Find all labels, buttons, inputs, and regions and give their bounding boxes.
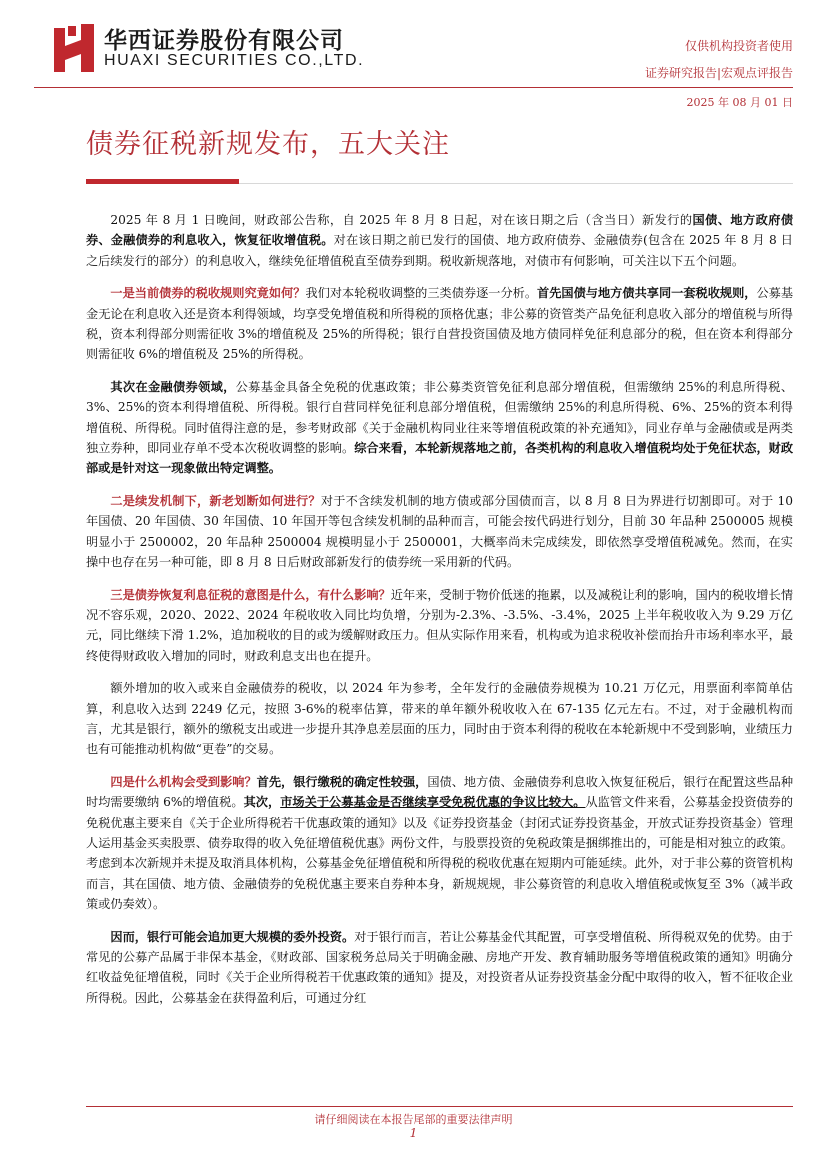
footer-divider <box>86 1106 793 1107</box>
report-date: 2025 年 08 月 01 日 <box>686 96 793 109</box>
emphasis-text: 市场关于公募基金是否继续享受免税优惠的争议比较大。 <box>280 795 586 810</box>
huaxi-logo-icon <box>54 24 94 72</box>
body-text: 对于不含续发机制的地方债或部分国债而言，以 8 月 8 日为界进行切割即可。对于 10 年国债、20 年国债、30 年国债、10 年国开等包含续发机制的品种而言，可能会按代码进行划分，目前 30 年品种 2500005 规模明显小于 2500002，20 年品种 2500004 规模明显小于 2500001，大概率尚未完成续发，即依然享受增值税减免。然而，在实操中也存在另一种可能，即 8 月 8 日后财政部新发行的债券统一采用新的代码。 <box>86 493 794 570</box>
emphasis-text: 综合来看，本轮新规落地之前，各类机构的利息收入增值税均处于免征状态，财政部或是针对这一现象做出特定调整。 <box>86 441 794 476</box>
investor-notice: 仅供机构投资者使用 <box>684 39 793 53</box>
legal-notice: 请仔细阅读在本报告尾部的重要法律声明 <box>314 1113 513 1126</box>
paragraph <box>86 377 793 479</box>
paragraph <box>86 210 793 271</box>
body-text: 公募基金无论在利息收入还是资本利得领域，均享受免增值税和所得税的顶格优惠；非公募的资管类产品免征利息收入部分的增值税与所得税，资本利得部分则需征收 3%的增值税及 25%的所得税；银行自营投资国债及地方债同样免征利息部分的税，但在资本利得部分则需征收 6%的增值税及 25%的所得税。 <box>86 286 794 362</box>
body-text: 国债、地方债、金融债券利息收入恢复征税后，银行在配置这些品种时均需要缴纳 6%的增值税。 <box>86 774 794 810</box>
page-title: 债券征税新规发布，五大关注 <box>86 129 450 160</box>
emphasis-text: 因而，银行可能会追加更大规模的委外投资。 <box>110 929 355 944</box>
paragraph <box>86 585 793 667</box>
section-heading: 二是续发机制下，新老划断如何进行？ <box>110 493 321 508</box>
section-heading: 一是当前债券的税收规则究竟如何？ <box>110 286 306 301</box>
body-text: 对在该日期之前已发行的国债、地方政府债券、金融债券(包含在 2025 年 8 月 8 日之后续发行的部分）的利息收入，继续免征增值税直至债券到期。税收新规落地，对债市有何影响，可关注以下五个问题。 <box>86 233 793 268</box>
paragraph <box>86 772 793 915</box>
title-underline <box>239 183 793 184</box>
body-text: 近年来，受制于物价低迷的拖累，以及减税让利的影响，国内的税收增长情况不容乐观，2020、2022、2024 年税收收入同比均负增，分别为-2.3%、-3.5%、-3.4%，2025 上半年税收收入为 9.29 万亿元，同比继续下滑 1.2%，追加税收的目的或为缓解财政压力。但从实际作用来看，机构或为追求税收补偿而抬升市场利率水平，最终使得财政收入增加的同时，财政利息支出也在提升。 <box>86 587 794 663</box>
emphasis-text: 其次， <box>243 795 281 810</box>
paragraph <box>86 491 793 573</box>
section-heading: 四是什么机构会受到影响？ <box>110 774 257 789</box>
emphasis-text: 其次在金融债券领域， <box>110 379 236 394</box>
header-divider <box>34 87 793 88</box>
emphasis-text: 首先国债与地方债共享同一套税收规则， <box>537 286 757 301</box>
report-type: 证券研究报告|宏观点评报告 <box>644 66 793 80</box>
title-accent-bar <box>86 179 239 184</box>
company-name-cn: 华西证券股份有限公司 <box>104 28 344 54</box>
emphasis-text: 国债、地方政府债券、金融债券的利息收入，恢复征收增值税。 <box>86 213 794 248</box>
paragraph <box>86 927 793 1009</box>
body-text: 我们对本轮税收调整的三类债券逐一分析。 <box>305 286 538 301</box>
body-text: 从监管文件来看，公募基金投资债券的免税优惠主要来自《关于企业所得税若干优惠政策的通知》以及《证券投资基金（封闭式证券投资基金，开放式证券投资基金）管理人运用基金买卖股票、债券取得的收入免征增值税优惠》两份文件，与股票投资的免税政策是捆绑推出的，可能是相对独立的政策。考虑到本次新规并未提及取消具体机构，公募基金免征增值税和所得税的税收优惠在短期内可能延续。此外，对于非公募的资管机构而言，其在国债、地方债、金融债券的免税优惠主要来自券种本身，新规规规，非公募资管的利息收入增值税或恢复至 3%（减半政策或仍奏效）。 <box>86 795 794 912</box>
body-text: 公募基金具备全免税的优惠政策；非公募类资管免征利息部分增值税，但需缴纳 25%的利息所得税、3%、25%的资本利得增值税、所得税。银行自营同样免征利息部分增值税，但需缴纳 25%的利息所得税、6%、25%的资本利得增值税、所得税。同时值得注意的是，参考财政部《关于金融机构同业往来等增值税政策的补充通知》，同业存单与金融债或是两类独立券种，即同业存单不受本次税收调整的影响。 <box>86 379 794 456</box>
section-heading: 三是债券恢复利息征税的意图是什么，有什么影响？ <box>110 587 391 602</box>
paragraph <box>86 678 793 760</box>
page-number: 1 <box>409 1126 418 1140</box>
body-text: 额外增加的收入或来自金融债券的税收，以 2024 年为参考，全年发行的金融债券规模为 10.21 万亿元，用票面利率简单估算，利息收入达到 2249 亿元，按照 3-6%的税率估算，带来的单年额外税收收入在 67-135 亿元左右。不过，对于金融机构而言，尤其是银行，额外的缴税支出或进一步提升其净息差层面的压力，同时由于资本利得的税收在本轮新规中不受到影响，业绩压力也有可能推动机构做“更卷”的交易。 <box>86 681 793 757</box>
paragraph <box>86 283 793 365</box>
body-text: 2025 年 8 月 1 日晚间，财政部公告称，自 2025 年 8 月 8 日起，对在该日期之后（含当日）新发行的 <box>110 213 693 227</box>
body-text: 对于银行而言，若让公募基金代其配置，可享受增值税、所得税双免的优势。由于常见的公募产品属于非保本基金，《财政部、国家税务总局关于明确金融、房地产开发、教育辅助服务等增值税政策的通知》明确分红收益免征增值税，同时《关于企业所得税若干优惠政策的通知》提及，对投资者从证券投资基金分配中取得的收入，暂不征收企业所得税。因此，公募基金在获得盈利后，可通过分红 <box>86 929 794 1005</box>
company-name-en: HUAXI SECURITIES CO.,LTD. <box>104 52 365 69</box>
report-body <box>86 210 793 1020</box>
emphasis-text: 首先，银行缴税的确定性较强， <box>256 774 428 789</box>
